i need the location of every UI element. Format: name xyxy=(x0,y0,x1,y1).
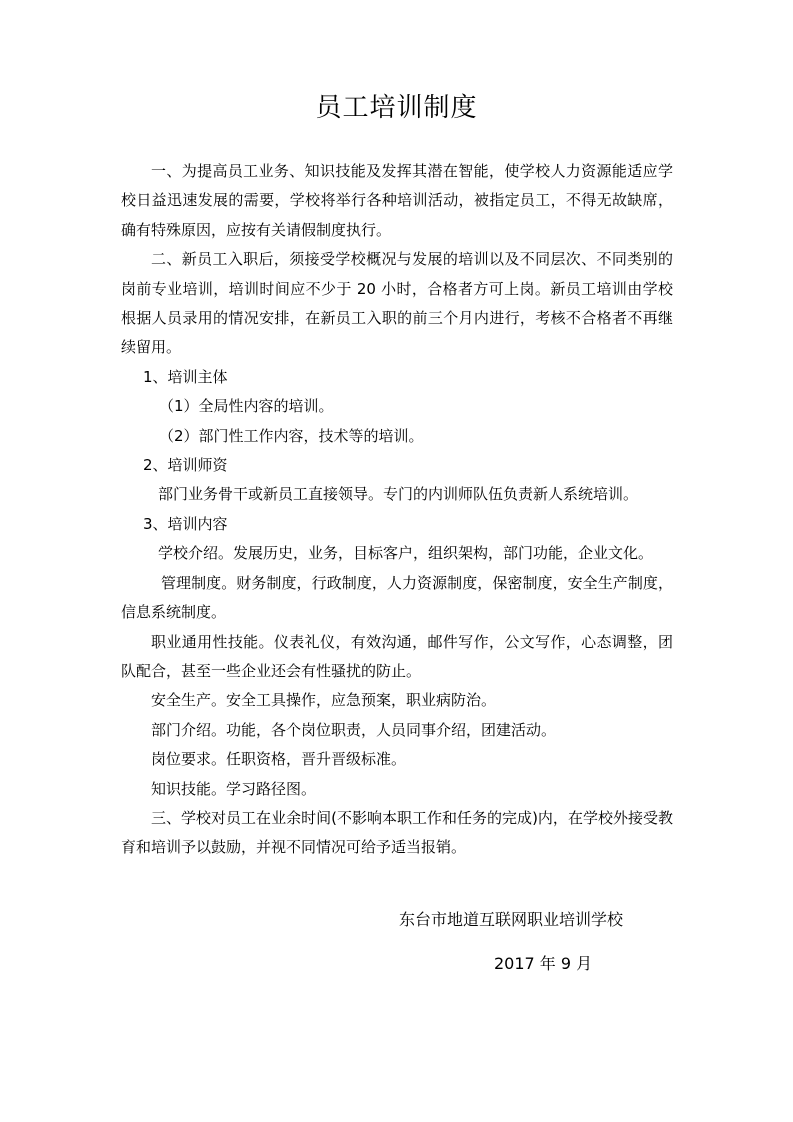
list-item: （2）部门性工作内容，技术等的培训。 xyxy=(159,426,424,445)
content-item: 学校介绍。发展历史，业务，目标客户，组织架构，部门功能，企业文化。 xyxy=(158,544,654,563)
section-heading-training-content: 3、培训内容 xyxy=(143,514,228,533)
document-title: 员工培训制度 xyxy=(315,93,478,123)
content-item: 安全生产。安全工具操作，应急预案，职业病防治。 xyxy=(151,691,497,710)
section-heading-training-subject: 1、培训主体 xyxy=(143,367,228,386)
paragraph-1: 一、为提高员工业务、知识技能及发挥其潜在智能，使学校人力资源能适应学校日益迅速发展的需要，学校将举行各种培训活动，被指定员工，不得无故缺席，确有特殊原因，应按有关请假制度执行。 xyxy=(121,162,673,239)
document-body xyxy=(121,157,673,863)
content-item: 管理制度。财务制度，行政制度，人力资源制度，保密制度，安全生产制度，信息系统制度。 xyxy=(121,573,673,622)
paragraph-teachers: 部门业务骨干或新员工直接领导。专门的内训师队伍负责新人系统培训。 xyxy=(158,485,639,504)
list-item: （1）全局性内容的培训。 xyxy=(159,397,334,416)
content-item: 知识技能。学习路径图。 xyxy=(151,779,317,798)
paragraph-3: 三、学校对员工在业余时间(不影响本职工作和任务的完成)内，在学校外接受教育和培训予以鼓励，并视不同情况可给予适当报销。 xyxy=(121,808,673,857)
signature-organization: 东台市地道互联网职业培训学校 xyxy=(399,910,624,929)
paragraph-2: 二、新员工入职后，须接受学校概况与发展的培训以及不同层次、不同类别的岗前专业培训，培训时间应不少于 20 小时，合格者方可上岗。新员工培训由学校根据人员录用的情况安排，在新员工入职的前三个月内进行，考核不合格者不再继续留用。 xyxy=(121,250,673,357)
content-item: 职业通用性技能。仪表礼仪，有效沟通，邮件写作，公文写作，心态调整，团队配合，甚至一些企业还会有性骚扰的防止。 xyxy=(121,632,673,680)
section-heading-training-teachers: 2、培训师资 xyxy=(143,456,228,475)
content-item: 部门介绍。功能，各个岗位职责，人员同事介绍，团建活动。 xyxy=(151,720,557,739)
signature-date: 2017 年 9 月 xyxy=(494,954,593,973)
content-item: 岗位要求。任职资格，晋升晋级标准。 xyxy=(151,750,407,769)
